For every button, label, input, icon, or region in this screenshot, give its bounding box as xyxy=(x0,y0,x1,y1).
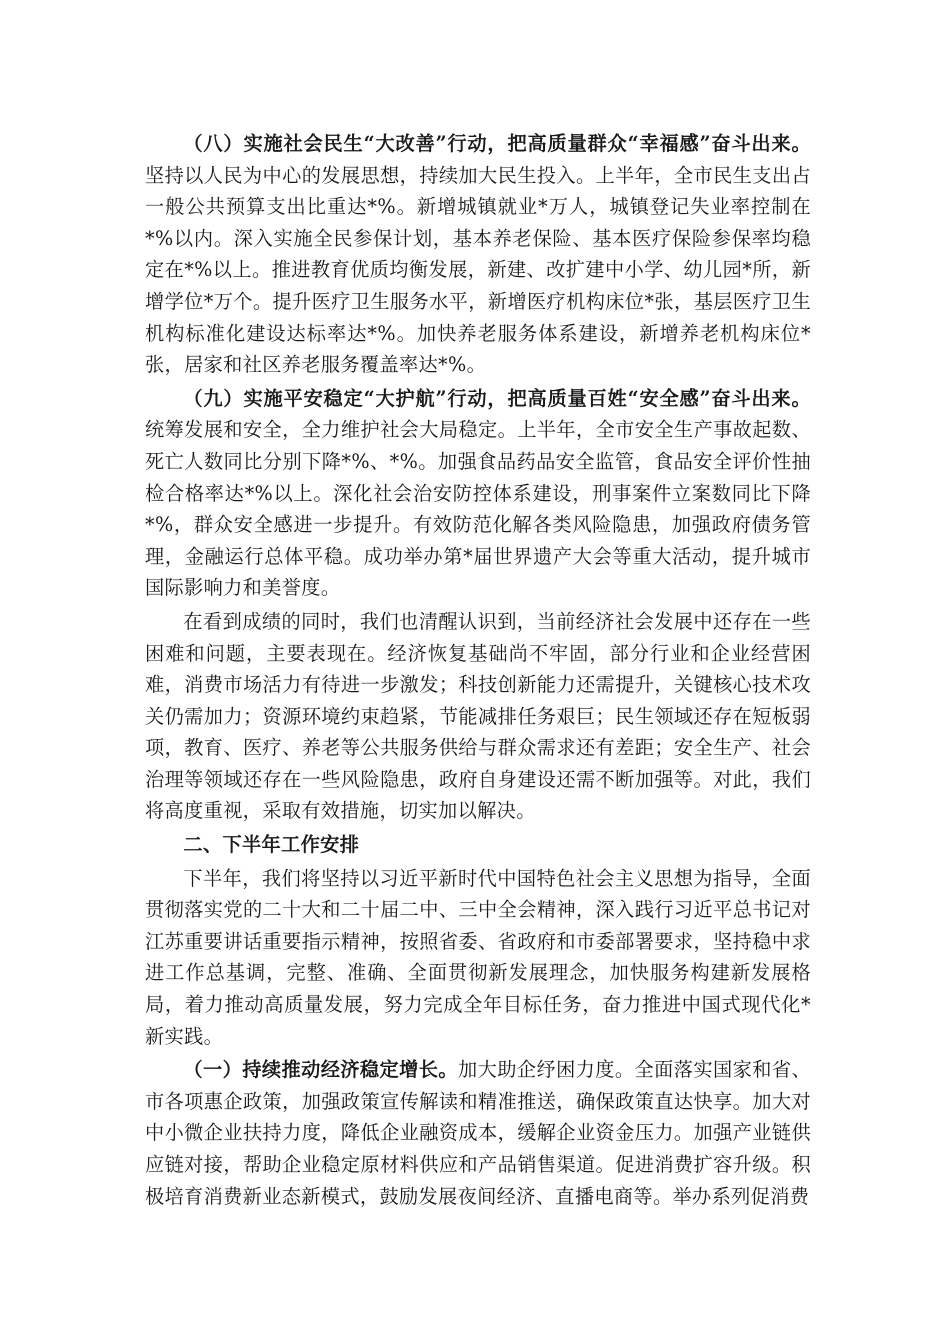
paragraph-text: 加大助企纾困力度。全面落实国家和省、市各项惠企政策，加强政策宣传解读和精准推送，确保政策直达快享。加大对中小微企业扶持力度，降低企业融资成本，缓解企业资金压力。加强产业链供应链对接，帮助企业稳定原材料供应和产品销售渠道。促进消费扩容升级。积极培育消费新业态新模式，鼓励发展夜间经济、直播电商等。举办系列促消费 xyxy=(145,1058,811,1208)
paragraph-economic-growth xyxy=(145,1054,811,1212)
paragraph-problems xyxy=(145,606,811,827)
document-body xyxy=(145,128,811,1212)
paragraph-text: 在看到成绩的同时，我们也清醒认识到，当前经济社会发展中还存在一些困难和问题，主要表现在。经济恢复基础尚不牢固，部分行业和企业经营困难，消费市场活力有待进一步激发；科技创新能力还需提升，关键核心技术攻关仍需加力；资源环境约束趋紧，节能减排任务艰巨；民生领域还存在短板弱项，教育、医疗、养老等公共服务供给与群众需求还有差距；安全生产、社会治理等领域还存在一些风险隐患，政府自身建设还需不断加强等。对此，我们将高度重视，采取有效措施，切实加以解决。 xyxy=(145,609,811,823)
paragraph-people-livelihood xyxy=(145,128,811,381)
paragraph-lead: （八）实施社会民生“大改善”行动，把高质量群众“幸福感”奋斗出来。 xyxy=(183,132,811,155)
paragraph-lead: （一）持续推动经济稳定增长。 xyxy=(183,1058,458,1082)
paragraph-text: 下半年，我们将坚持以习近平新时代中国特色社会主义思想为指导，全面贯彻落实党的二十大和二十届二中、三中全会精神，深入践行习近平总书记对江苏重要讲话重要指示精神，按照省委、省政府和市委部署要求，坚持稳中求进工作总基调，完整、准确、全面贯彻新发展理念，加快服务构建新发展格局，着力推动高质量发展，努力完成全年目标任务，奋力推进中国式现代化*新实践。 xyxy=(145,866,811,1048)
paragraph-text: 统筹发展和安全，全力维护社会大局稳定。上半年，全市安全生产事故起数、死亡人数同比分别下降*%、*%。加强食品药品安全监管，食品安全评价性抽检合格率达*%以上。深化社会治安防控体系建设，刑事案件立案数同比下降*%，群众安全感进一步提升。有效防范化解各类风险隐患，加强政府债务管理，金融运行总体平稳。成功举办第*届世界遗产大会等重大活动，提升城市国际影响力和美誉度。 xyxy=(145,418,811,600)
section-heading: 二、下半年工作安排 xyxy=(183,833,360,857)
paragraph-text: 坚持以人民为中心的发展思想，持续加大民生投入。上半年，全市民生支出占一般公共预算支出比重达*%。新增城镇就业*万人，城镇登记失业率控制在*%以内。深入实施全民参保计划，基本养老保险、基本医疗保险参保率均稳定在*%以上。推进教育优质均衡发展，新建、改扩建中小学、幼儿园*所，新增学位*万个。提升医疗卫生服务水平，新增医疗机构床位*张，基层医疗卫生机构标准化建设达标率达*%。加快养老服务体系建设，新增养老机构床位*张，居家和社区养老服务覆盖率达*%。 xyxy=(145,163,811,377)
paragraph-second-half-intro xyxy=(145,863,811,1053)
paragraph-lead: （九）实施平安稳定“大护航”行动，把高质量百姓“安全感”奋斗出来。 xyxy=(183,386,811,410)
paragraph-public-safety xyxy=(145,383,811,604)
